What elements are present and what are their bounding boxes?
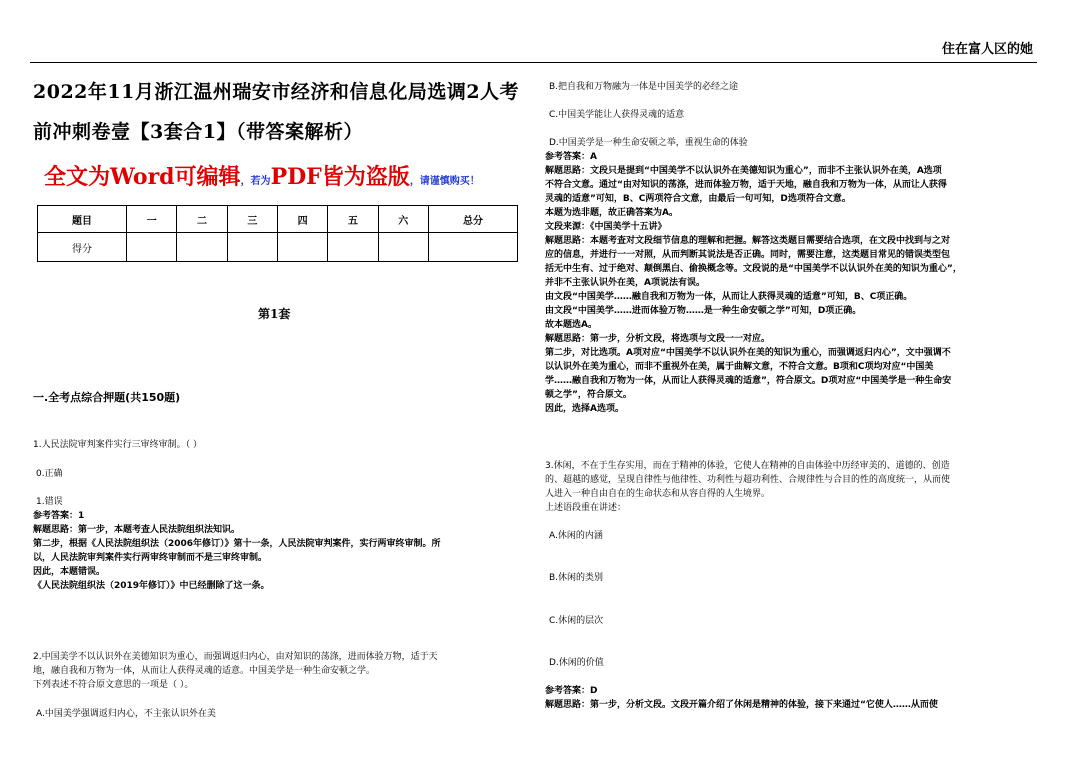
q3-stem-line: 的、超越的感觉，呈现自律性与他律性、功利性与超功利性、合规律性与合目的性的高度统一，从而使 bbox=[545, 475, 951, 485]
q3-explanation-line: 解题思路：第一步，分析文段。文段开篇介绍了休闲是精神的体验，接下来通过“它使人……从而使 bbox=[545, 700, 938, 710]
q2-explanation-line: 灵魂的适意”可知，B、C两项符合文意，由最后一句可知，D选项符合文意。 bbox=[545, 194, 851, 204]
score-row-label: 得分 bbox=[38, 233, 127, 262]
score-cell bbox=[428, 233, 517, 262]
score-header-cell: 总分 bbox=[428, 206, 517, 233]
q1-explanation-line: 解题思路：第一步，本题考查人民法院组织法知识。 bbox=[33, 525, 241, 535]
q1-explanation-line: 以，人民法院审判案件实行两审终审制而不是三审终审制。 bbox=[33, 553, 268, 563]
score-header-cell: 四 bbox=[277, 206, 327, 233]
promo-part1: 全文为Word可编辑 bbox=[44, 164, 241, 190]
q2-explanation-line: 本题为选非题，故正确答案为A。 bbox=[545, 208, 678, 218]
score-table bbox=[37, 205, 518, 262]
score-table-header-row bbox=[38, 206, 518, 233]
q1-answer: 参考答案：1 bbox=[33, 511, 85, 521]
q3-option-a: A.休闲的内涵 bbox=[549, 531, 603, 541]
q3-stem-line: 上述语段重在讲述： bbox=[545, 503, 627, 513]
q2-stem-line: 下列表述不符合原文意思的一项是（ ）。 bbox=[33, 680, 194, 690]
q3-stem-line: 3.休闲，不在于生存实用，而在于精神的体验，它使人在精神的自由体验中历经审美的、道德的、创造 bbox=[545, 461, 950, 471]
q2-explanation-line: 不符合文意。通过“由对知识的荡涤，进而体验万物，适于天地，融自我和万物为一体，从而让人获得 bbox=[545, 180, 947, 190]
q2-stem-line: 2.中国美学不以认识外在美德知识为重心，而强调返归内心，由对知识的荡涤，进而体验万物，适于天 bbox=[33, 652, 438, 662]
q2-option-b: B.把自我和万物融为一体是中国美学的必经之途 bbox=[549, 82, 739, 92]
q2-explanation-line: 学……融自我和万物为一体，从而让人获得灵魂的适意”，符合原文。D项对应“中国美学是一种生命安 bbox=[545, 376, 952, 386]
score-cell bbox=[127, 233, 177, 262]
document-title: 2022年11月浙江温州瑞安市经济和信息化局选调2人考前冲刺卷壹【3套合1】（带答案解析） bbox=[33, 81, 520, 143]
score-header-cell: 二 bbox=[177, 206, 227, 233]
header-right-text: 住在富人区的她 bbox=[941, 42, 1033, 57]
q3-option-b: B.休闲的类别 bbox=[549, 573, 604, 583]
q2-explanation-line: 文段来源：《中国美学十五讲》 bbox=[545, 222, 667, 232]
q2-explanation-line: 由文段“中国美学……进而体验万物……是一种生命安顿之学”可知，D项正确。 bbox=[545, 306, 862, 316]
q2-explanation-line: 顿之学”，符合原文。 bbox=[545, 390, 632, 400]
q2-option-d: D.中国美学是一种生命安顿之举，重视生命的体验 bbox=[549, 138, 748, 148]
score-header-cell: 题目 bbox=[38, 206, 127, 233]
section-title: 一.全考点综合押题(共150题) bbox=[33, 391, 181, 404]
q1-explanation-line: 因此，本题错误。 bbox=[33, 567, 106, 577]
promo-part3: PDF皆为盗版 bbox=[270, 164, 410, 190]
score-header-cell: 五 bbox=[328, 206, 378, 233]
q3-stem-line: 人进入一种自由自在的生命状态和从容自得的人生境界。 bbox=[545, 489, 771, 499]
q2-explanation-line: 解题思路：文段只是提到“中国美学不以认识外在美德知识为重心”，而非不主张认识外在美，A选项 bbox=[545, 166, 942, 176]
score-header-cell: 一 bbox=[127, 206, 177, 233]
score-cell bbox=[227, 233, 277, 262]
score-cell bbox=[328, 233, 378, 262]
q2-stem-line: 地，融自我和万物为一体，从而让人获得灵魂的适意。中国美学是一种生命安顿之学。 bbox=[33, 666, 376, 676]
promo-line bbox=[44, 160, 480, 191]
q2-explanation-line: 括无中生有、过于绝对、颠倒黑白、偷换概念等。文段说的是“中国美学不以认识外在美的知识为重心”， bbox=[545, 264, 962, 274]
q2-option-c: C.中国美学能让人获得灵魂的适意 bbox=[549, 110, 685, 120]
set-title: 第1套 bbox=[258, 307, 291, 321]
q1-option-0: 0.正确 bbox=[36, 469, 63, 479]
q2-explanation-line: 故本题选A。 bbox=[545, 320, 597, 330]
promo-part2: ，若为 bbox=[240, 176, 271, 187]
q2-explanation-line: 由文段“中国美学……融自我和万物为一体，从而让人获得灵魂的适意”可知，B、C项正确。 bbox=[545, 292, 913, 302]
q2-explanation-line: 解题思路：第一步，分析文段，将选项与文段一一对应。 bbox=[545, 334, 771, 344]
q2-explanation-line: 第二步，对比选项。A项对应“中国美学不以认识外在美的知识为重心，而强调返归内心”，文中强调不 bbox=[545, 348, 951, 358]
score-header-cell: 三 bbox=[227, 206, 277, 233]
score-header-cell: 六 bbox=[378, 206, 428, 233]
score-cell bbox=[177, 233, 227, 262]
q2-explanation-line: 并非不主张认识外在美，A项说法有误。 bbox=[545, 278, 705, 288]
q1-explanation-line: 第二步，根据《人民法院组织法（2006年修订）》第十一条，人民法院审判案件，实行两审终审制。所 bbox=[33, 539, 441, 549]
q2-answer: 参考答案：A bbox=[545, 152, 597, 162]
q2-explanation-line: 解题思路：本题考查对文段细节信息的理解和把握。解答这类题目需要结合选项，在文段中找到与之对 bbox=[545, 236, 951, 246]
score-table-score-row bbox=[38, 233, 518, 262]
q1-option-1: 1.错误 bbox=[36, 497, 63, 507]
q3-answer: 参考答案：D bbox=[545, 686, 598, 696]
q2-explanation-line: 以认识外在美为重心，而非不重视外在美，属于曲解文意，不符合文意。B项和C项均对应“中国美 bbox=[545, 362, 934, 372]
q2-explanation-line: 因此，选择A选项。 bbox=[545, 404, 624, 414]
q1-stem: 1.人民法院审判案件实行三审终审制。（ ） bbox=[33, 440, 202, 450]
score-cell bbox=[277, 233, 327, 262]
q2-option-a: A.中国美学强调返归内心，不主张认识外在美 bbox=[36, 709, 216, 719]
q3-option-d: D.休闲的价值 bbox=[549, 658, 604, 668]
q3-option-c: C.休闲的层次 bbox=[549, 616, 604, 626]
q2-explanation-line: 应的信息，并进行一一对照，从而判断其说法是否正确。同时，需要注意，这类题目常见的错误类型包 bbox=[545, 250, 951, 260]
promo-part4: ，请谨慎购买！ bbox=[409, 176, 480, 187]
header-divider bbox=[30, 62, 1037, 63]
q1-explanation-line: 《人民法院组织法（2019年修订）》中已经删除了这一条。 bbox=[33, 581, 270, 591]
score-cell bbox=[378, 233, 428, 262]
